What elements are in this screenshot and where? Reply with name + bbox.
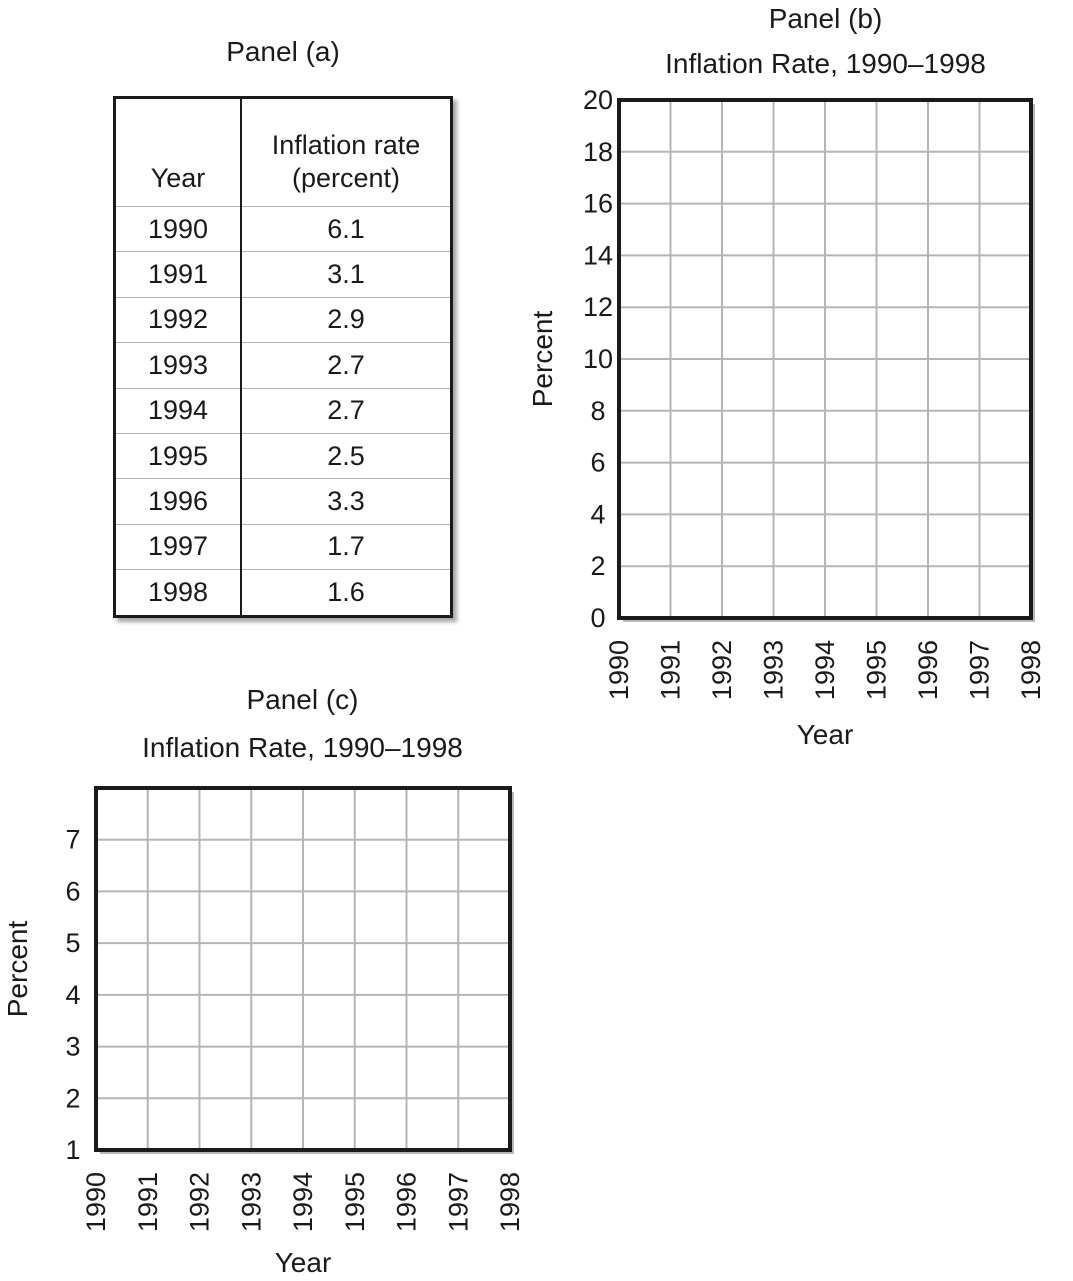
y-tick-label: 18 [582, 136, 614, 167]
y-tick-label: 16 [582, 188, 614, 219]
row-rate: 6.1 [241, 207, 452, 252]
x-tick-label: 1990 [604, 640, 634, 701]
panel-a-title: Panel (a) [226, 36, 340, 67]
row-year: 1994 [115, 388, 242, 433]
row-year: 1995 [115, 433, 242, 478]
y-tick-label: 2 [590, 551, 606, 582]
panel-c-subtitle: Inflation Rate, 1990–1998 [142, 732, 463, 763]
y-tick-label: 6 [65, 876, 81, 907]
row-rate: 3.3 [241, 479, 452, 524]
panel-b-title: Panel (b) [768, 3, 883, 34]
x-tick-label: 1991 [132, 1172, 163, 1233]
panel_c-x-axis-label: Year [274, 1247, 332, 1278]
panel_c-y-axis-label: Percent [2, 920, 33, 1018]
x-tick-label: 1991 [655, 640, 686, 701]
header-rate-line2: (percent) [291, 163, 401, 194]
x-tick-label: 1994 [810, 640, 840, 701]
x-tick-label: 1996 [913, 640, 943, 701]
y-tick-label: 7 [65, 824, 81, 855]
panel-c-title: Panel (c) [246, 684, 359, 715]
x-tick-label: 1992 [184, 1172, 215, 1233]
y-tick-label: 12 [582, 292, 614, 323]
x-tick-label: 1993 [236, 1172, 267, 1233]
row-rate: 2.9 [241, 297, 452, 342]
row-rate: 2.7 [241, 388, 452, 433]
header-year: Year [115, 98, 242, 207]
row-year: 1997 [115, 524, 242, 569]
row-year: 1998 [115, 570, 242, 617]
y-tick-label: 4 [65, 979, 81, 1010]
y-tick-label: 4 [590, 499, 606, 530]
x-tick-label: 1993 [758, 640, 789, 701]
y-tick-label: 10 [582, 344, 614, 374]
x-tick-label: 1997 [443, 1172, 474, 1233]
x-tick-label: 1998 [495, 1172, 525, 1233]
x-tick-label: 1990 [81, 1172, 111, 1233]
y-tick-label: 5 [65, 928, 81, 959]
header-rate-line1: Inflation rate [271, 129, 421, 160]
panel-b-subtitle: Inflation Rate, 1990–1998 [665, 48, 986, 79]
row-year: 1992 [115, 297, 242, 342]
y-tick-label: 6 [590, 447, 606, 478]
row-year: 1993 [115, 343, 242, 388]
row-rate: 2.7 [241, 343, 452, 388]
panel_b-x-axis-label: Year [796, 719, 854, 750]
y-tick-label: 8 [590, 395, 606, 426]
y-tick-label: 2 [65, 1083, 81, 1114]
row-year: 1996 [115, 479, 242, 524]
x-tick-label: 1995 [861, 640, 892, 701]
y-tick-label: 14 [582, 240, 614, 271]
row-rate: 3.1 [241, 252, 452, 297]
x-tick-label: 1997 [964, 640, 995, 701]
x-tick-label: 1994 [288, 1172, 318, 1233]
x-tick-label: 1996 [391, 1172, 422, 1233]
x-tick-label: 1998 [1016, 640, 1046, 701]
row-year: 1990 [115, 207, 242, 252]
x-tick-label: 1992 [707, 640, 737, 701]
y-tick-label: 1 [65, 1135, 81, 1165]
y-tick-label: 0 [590, 603, 606, 633]
y-tick-label: 20 [582, 85, 614, 115]
row-rate: 1.6 [327, 577, 365, 608]
row-rate: 2.5 [241, 433, 452, 478]
y-tick-label: 3 [65, 1031, 81, 1062]
row-year: 1991 [115, 252, 242, 297]
row-rate: 1.7 [241, 524, 452, 569]
x-tick-label: 1995 [339, 1172, 370, 1233]
panel_b-y-axis-label: Percent [527, 310, 558, 408]
